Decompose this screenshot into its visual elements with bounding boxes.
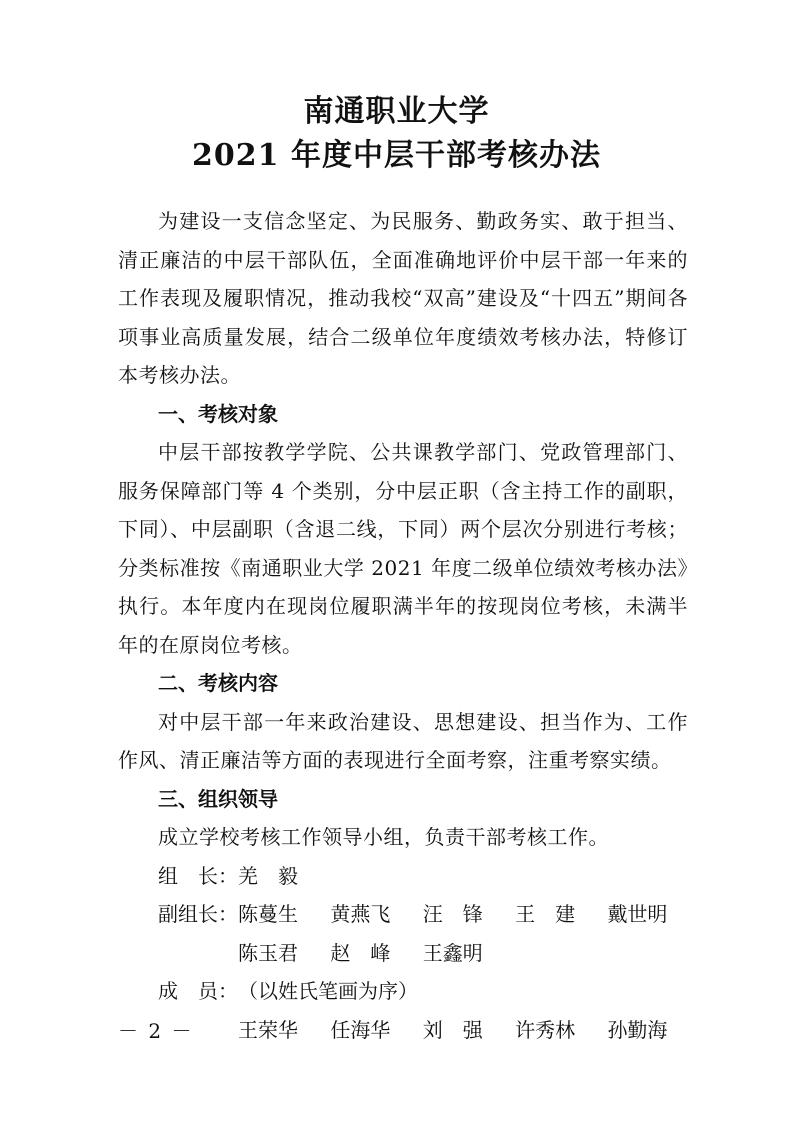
deputy-name: 陈玉君 — [238, 940, 298, 965]
section-1-heading: 一、考核对象 — [158, 401, 278, 426]
page-number: － 2 － — [118, 1019, 194, 1043]
deputy-row — [118, 895, 688, 934]
deputy-name: 陈蔓生 — [238, 902, 298, 926]
leader-label: 组 长： — [158, 863, 238, 888]
member-name: 许秀林 — [515, 1017, 576, 1042]
document-title-line2: 2021 年度中层干部考核办法 — [192, 138, 601, 173]
leader-row — [118, 857, 688, 896]
deputy-name: 黄燕飞 — [330, 902, 391, 926]
members-row — [118, 972, 688, 1011]
deputy-row-2 — [118, 934, 688, 973]
member-name: 任海华 — [330, 1017, 391, 1042]
section-2-heading: 二、考核内容 — [158, 671, 278, 695]
deputy-name: 王 建 — [515, 902, 576, 926]
section-3-heading: 三、组织领导 — [158, 786, 278, 811]
deputy-name: 王鑫明 — [422, 940, 483, 965]
section-2-text: 对中层干部一年来政治建设、思想建设、担当作为、工作作风、清正廉洁等方面的表现进行全面考察，注重考察实绩。 — [118, 709, 688, 772]
section-1-text: 中层干部按教学学院、公共课教学部门、党政管理部门、服务保障部门等 4 个类别，分中层正职（含主持工作的副职，下同）、中层副职（含退二线，下同）两个层次分别进行考核；分类标准按《南通职业大学 2021 年度二级单位绩效考核办法》执行。本年度内在现岗位履职满半年的按现岗位考核，未满半年的在原岗位考核。 — [118, 440, 688, 657]
document-body — [118, 202, 688, 1049]
deputy-label: 副组长： — [158, 902, 238, 926]
member-name: 孙勤海 — [607, 1017, 668, 1042]
deputy-name: 赵 峰 — [330, 940, 391, 965]
leader-name: 羌 毅 — [238, 863, 298, 888]
deputy-name: 汪 锋 — [422, 902, 483, 926]
document-title-line1: 南通职业大学 — [303, 94, 490, 129]
members-names-row — [118, 1011, 688, 1050]
section-3-text: 成立学校考核工作领导小组，负责干部考核工作。 — [158, 825, 609, 849]
intro-paragraph: 为建设一支信念坚定、为民服务、勤政务实、敢于担当、清正廉洁的中层干部队伍，全面准确地评价中层干部一年来的工作表现及履职情况，推动我校“双高”建设及“十四五”期间各项事业高质量发展，结合二级单位年度绩效考核办法，特修订本考核办法。 — [118, 209, 688, 387]
members-label: 成 员： — [158, 979, 238, 1003]
members-note: （以姓氏笔画为序） — [238, 979, 418, 1003]
member-name: 王荣华 — [238, 1017, 298, 1042]
deputy-name: 戴世明 — [607, 902, 668, 926]
member-name: 刘 强 — [422, 1017, 483, 1042]
